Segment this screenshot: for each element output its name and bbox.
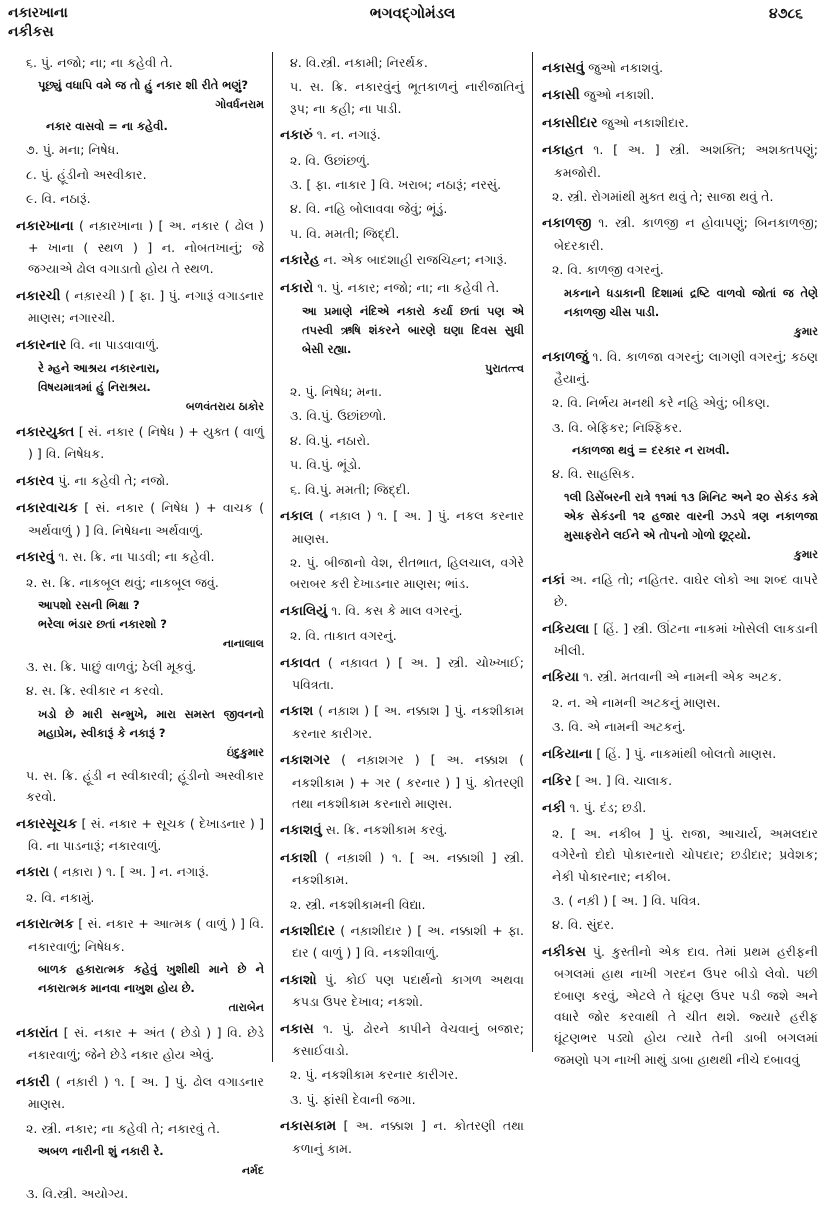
- dictionary-entry: [280, 847, 524, 891]
- headword: નકારાત્મક: [16, 916, 74, 933]
- entry-sense: [542, 890, 818, 911]
- entry-text: જુઓ નકાશવું.: [584, 60, 664, 75]
- entry-text: બાળક હકારાત્મક કહેવું ખુશીથી માને છે ને નકારાત્મક માનવા નાખુશ હોય છે.: [38, 961, 264, 995]
- dictionary-entry: [542, 941, 818, 1070]
- entry-text: ૮. પું. હૂંડીનો અસ્વીકાર.: [26, 166, 147, 182]
- entry-text: ( નક઼ાલ ) ૧. [ અ. ] પું. નકલ કરનાર માણસ.: [292, 508, 524, 546]
- entry-text: [ અ. ] વિ. ચાલાક.: [571, 772, 673, 788]
- entry-text: ૩. વિ. બેફિકર; નિશ્ફિકર.: [552, 419, 683, 435]
- dictionary-entry: [280, 700, 524, 744]
- entry-text: ૧. ન. નગારૂં.: [312, 127, 381, 143]
- entry-sense: [542, 823, 818, 887]
- entry-text: [ હિં. ] પું. નાકમાંથી બોલતો માણસ.: [592, 745, 777, 761]
- entry-sense: [542, 914, 818, 935]
- entry-text: ૧. વિ. કાળજા વગરનું; લાગણી વગરનું; કઠણ હૈયાનું.: [554, 348, 818, 387]
- dictionary-entry: [542, 797, 818, 819]
- entry-text: ૩. વિ. એ નામની અટકનું.: [552, 719, 686, 735]
- entry-text: અ. નહિ તો; નહિતર. વાઘેર લોકો આ શબ્દ વાપરે છે.: [554, 571, 818, 610]
- entry-text: ૧. સ્ત્રી. કાળજી ન હોવાપણું; બિનકાળજી; બેદરકારી.: [554, 215, 818, 253]
- headword: નકાસીદાર: [542, 114, 598, 131]
- entry-text: ૪. વિ.સ્ત્રી. નકામી; નિરર્થક.: [290, 55, 428, 70]
- dictionary-entry: [280, 505, 524, 549]
- headword: નકારસૂચક: [16, 815, 78, 832]
- entry-sense: [280, 1064, 524, 1085]
- headword: નકાલિયું: [280, 602, 328, 619]
- dictionary-entry: [16, 861, 264, 883]
- headword: નકી: [542, 800, 566, 817]
- entry-sense: [280, 552, 524, 595]
- entry-text: ૨. [ અ. નકીબ ] પું. રાજા, આચાર્ય, અમલદાર વગેરેનો દોદો પોકારનારો ચોપદાર; છડીદાર; પ્રવેશક; નેકી પોકારનાર; નકીબ.: [552, 825, 818, 884]
- guide-word-last: નકીકસ: [8, 24, 54, 40]
- page-title: ભગવદ્ગોમંડલ: [369, 4, 456, 22]
- entry-sense: [542, 392, 818, 413]
- entry-sense: [280, 894, 524, 915]
- entry-sense: [16, 656, 264, 677]
- entry-sense: [542, 417, 818, 438]
- entry-sense: [16, 1118, 264, 1139]
- entry-text: પૂછ્યું વધાપિ વમે જ તો હું નકાર શી રીતે ભણું?: [38, 78, 248, 93]
- entry-sense: [280, 76, 524, 119]
- quote-attribution: તારાબેન: [228, 1000, 264, 1014]
- headword: નકારવાચક: [16, 500, 78, 517]
- entry-text: ૪. વિ. નહિ બોલાવવા જેવું; ભૂંડું.: [290, 201, 448, 217]
- entry-text: [ અ. નક્કાશ ] ન. કોતરણી તથા કળાનું કામ.: [292, 1118, 524, 1156]
- headword: નકારવ: [16, 472, 55, 489]
- entry-text: ૩. પું. ફાંસી દેવાની જગા.: [290, 1091, 416, 1107]
- headword: નકાશવું: [280, 822, 322, 839]
- entry-text: ૩. વિ.સ્ત્રી. અયોગ્ય.: [26, 1186, 129, 1201]
- entry-text: ( નક઼ાશગર ) [ અ. નક્કાશ ( નકશીકામ ) + ગર ( કરનાર ) ] પું. કોતરણી તથા નકશીકામ કરનારો માણસ.: [292, 752, 524, 811]
- entry-sense: [542, 716, 818, 737]
- dictionary-entry: [542, 139, 818, 183]
- dictionary-entry: [16, 470, 264, 492]
- entry-sense: [16, 52, 264, 73]
- headword: નકારું: [280, 127, 313, 144]
- entry-text: ( નક઼ારી ) ૧. [ અ. ] પું. ઢોલ વગાડનાર માણસ.: [28, 1073, 264, 1112]
- headword: નકાસી: [542, 87, 580, 104]
- headword: નકાહત: [542, 142, 584, 159]
- dictionary-entry: [16, 913, 264, 957]
- headword: નકારો: [280, 279, 314, 296]
- entry-sense: [280, 1089, 524, 1110]
- quote-attribution: ગોવર્ધનરામ: [215, 98, 264, 112]
- dictionary-entry: [280, 124, 524, 146]
- entry-sense: [280, 430, 524, 451]
- entry-text: અબળ નારીની શું નકારી રે.: [38, 1144, 164, 1158]
- entry-text: ૧. સ્ત્રી. મતવાની એ નામની એક અટક.: [579, 669, 782, 685]
- entry-sense: [16, 887, 264, 908]
- entry-text: મકનાને ધડાકાની દિશામાં દ્રષ્ટિ વાળવો જોતાં જ તેણે નકાળજી ચીસ પાડી.: [564, 285, 818, 319]
- dictionary-entry: [16, 1071, 264, 1115]
- entry-text: ૨. સ્ત્રી. નકાર; ના કહેવી તે; નકારવું તે.: [26, 1120, 220, 1136]
- column-1: [16, 52, 264, 1207]
- entry-text: ૫. સ. ક્રિ. હૂંડી ન સ્વીકારવી; હૂંડીનો અસ્વીકાર કરવો.: [26, 767, 264, 805]
- entry-sense: [16, 572, 264, 593]
- entry-text: ૨. સ્ત્રી. નકશીકામની વિદ્યા.: [290, 896, 426, 912]
- headword: નકારચી: [16, 287, 61, 304]
- usage-quote: [16, 76, 264, 114]
- entry-text: ( નક઼ાશીદાર ) [ અ. નક્કાશી + ફા. દાર ( વાળું ) ] વિ. નકશીવાળું.: [292, 923, 524, 961]
- headword: નકાશગર: [280, 752, 331, 769]
- dictionary-entry: [542, 770, 818, 792]
- usage-quote: [16, 705, 264, 762]
- entry-text: આ પ્રમાણે નંદિએ નકારો કર્યા છતાં પણ એ તપસ્વી ઋષિ શંકરને બારણે ઘણા દિવસ સુધી બેસી રહ્યા.: [302, 304, 524, 357]
- dictionary-entry: [280, 277, 524, 299]
- entry-text: પું. કોઈ પણ પદાર્થનો કાગળ અથવા કપડા ઉપર દેખાવ; નકશો.: [292, 971, 524, 1010]
- entry-text: ૪. વિ.પું. નઠારો.: [290, 432, 371, 448]
- usage-quote: [542, 284, 818, 341]
- headword: નકાસવું: [542, 60, 585, 76]
- entry-text: ૨. વિ. કાળજી વગરનું.: [552, 262, 664, 278]
- entry-text: નકાળજા થવું = દરકાર ન રાખવી.: [572, 443, 730, 458]
- entry-text: ૧. [ અ. ] સ્ત્રી. અશક્તિ; અશક્તપણું; કમજોરી.: [554, 142, 818, 180]
- dictionary-entry: [542, 57, 818, 79]
- usage-quote: [542, 488, 818, 564]
- headword: નકાસકામ: [280, 1118, 337, 1135]
- entry-sense: [542, 259, 818, 280]
- entry-text: ૨. સ. ક્રિ. નાકબૂલ થવું; નાકબૂલ જવું.: [26, 574, 219, 590]
- entry-text: ૩. વિ.પું. ઉછાંછળો.: [290, 408, 387, 424]
- usage-quote: [16, 960, 264, 1017]
- entry-text: [ હિં. ] સ્ત્રી. ઊંટના નાકમાં ખોસેલી લાકડાની ખીલી.: [554, 620, 818, 658]
- entry-text: પું. ના કહેવી તે; નજો.: [54, 472, 170, 488]
- entry-text: ૧લી ડિસેંબરની રાત્રે ૧૧માં ૧૩ મિનિટ અને ૨૦ સેકંડ કમે એક સેકંડની ૧૨ હજાર વારની ઝડપે ત્રણ નકાળજા મુસાફરોને લઈને એ તોપનો ગોળો છૂટ્યો.: [564, 489, 818, 542]
- dictionary-entry: [16, 285, 264, 329]
- entry-text: [ સં. નકાર + આત્મક ( વાળું ) ] વિ. નકારવાળું; નિષેધક.: [28, 916, 264, 954]
- entry-text: ૨. વિ. ઉછાંછળું.: [290, 152, 370, 168]
- entry-text: જુઓ નકાશીદાર.: [597, 114, 689, 130]
- column-3: [542, 52, 818, 1073]
- entry-sense: [280, 223, 524, 244]
- entry-text: ૫. વિ.પું. ભૂંડો.: [290, 457, 362, 473]
- entry-sense: [542, 186, 818, 207]
- dictionary-entry: [16, 813, 264, 857]
- headword: નકાલ: [280, 508, 314, 525]
- entry-text: ૨. પું. નિષેધ; મના.: [290, 384, 383, 400]
- dictionary-entry: [280, 1018, 524, 1062]
- entry-sense: [16, 765, 264, 808]
- dictionary-entry: [16, 497, 264, 541]
- entry-text: ( નક઼ારચી ) [ ફા. ] પું. નગારૂં વગાડનાર માણસ; નગારચી.: [28, 287, 264, 326]
- headword: નકીકસ: [542, 943, 586, 960]
- entry-text: ( નક઼ાશ ) [ અ. નક્કાશ ] પું. નકશીકામ કરનાર કારીગર.: [292, 703, 524, 741]
- dictionary-entry: [542, 618, 818, 662]
- entry-sense: [280, 198, 524, 219]
- entry-text: ૨. પું. બીજાનો વેશ, રીતભાત, હિલચાલ, વગેરે બરાબર કરી દેખાડનાર માણસ; ભાંડ.: [290, 554, 524, 592]
- entry-text: ન. એક બાદશાહી રાજચિહ્ન; નગારૂં.: [319, 252, 508, 268]
- entry-sense: [280, 150, 524, 171]
- column-2: [280, 52, 524, 1162]
- entry-text: ૧. સ. ક્રિ. ના પાડવી; ના કહેવી.: [54, 549, 215, 565]
- headword: નકિયલા: [542, 620, 590, 637]
- dictionary-entry: [16, 215, 264, 280]
- usage-quote: [16, 359, 264, 416]
- entry-text: [ સં. નકાર + અંત ( છેડો ) ] વિ. છેડે નકારવાળું; જેને છેડે નકાર હોય એવું.: [28, 1024, 264, 1063]
- entry-sense: [542, 463, 818, 484]
- entry-sense: [280, 625, 524, 646]
- entry-text: ૨. વિ. નિર્ભય મનથી કરે નહિ એવું; બીકણ.: [552, 395, 770, 411]
- entry-text: ૬. પું. નજો; ના; ના કહેવી તે.: [26, 55, 173, 70]
- headword: નકારા: [16, 864, 50, 881]
- entry-text: ૧. પું. નકાર; નજો; ના; ના કહેવી તે.: [313, 279, 500, 295]
- entry-text: ( નક઼ારા ) ૧. [ અ. ] ન. નગારૂં.: [49, 864, 210, 880]
- headword: નકાશી: [280, 849, 318, 866]
- column-divider: [532, 52, 533, 1052]
- dictionary-entry: [542, 743, 818, 765]
- entry-sense: [280, 52, 524, 73]
- usage-quote: [280, 302, 524, 378]
- entry-text: ૭. પું. મના; નિષેધ.: [26, 142, 120, 158]
- entry-text: ૪. સ. ક્રિ. સ્વીકાર ન કરવો.: [26, 683, 164, 699]
- quote-attribution: નાનાલાલ: [222, 636, 264, 650]
- headword: નકાશો: [280, 971, 317, 988]
- dictionary-entry: [16, 546, 264, 568]
- entry-text: ૪. વિ. સુંદર.: [552, 917, 615, 933]
- entry-sense: [16, 139, 264, 160]
- entry-text: નકાર વાસવો = ના કહેવી.: [46, 119, 168, 134]
- dictionary-entry: [542, 666, 818, 688]
- entry-sense: [280, 174, 524, 195]
- quote-attribution: કુમાર: [794, 547, 818, 561]
- entry-text: ૩. [ ફા. નાકાર ] વિ. ખરાબ; નઠારૂં; નરસું.: [290, 177, 502, 193]
- quote-attribution: નર્મદ: [241, 1164, 264, 1177]
- entry-text: ૨. ન. એ નામની અટકનું માણસ.: [552, 694, 721, 710]
- headword: નકિયાના: [542, 745, 593, 762]
- headword: નકાશીદાર: [280, 923, 335, 939]
- entry-text: ૬. વિ.પું. મમતી; જિદ્દી.: [290, 481, 411, 497]
- entry-sense: [16, 1183, 264, 1204]
- quote-attribution: બળવંતરાય ઠાકોર: [185, 400, 264, 414]
- entry-text: ૩. સ. ક્રિ. પાછું વાળવું; ઠેલી મૂકવું.: [26, 658, 197, 674]
- headword: નકારનાર: [16, 336, 67, 353]
- entry-text: સ. ક્રિ. નકશીકામ કરવું.: [321, 822, 448, 838]
- entry-text: ૨. પું. નકશીકામ કરનાર કારીગર.: [290, 1067, 459, 1083]
- dictionary-entry: [280, 652, 524, 696]
- dictionary-entry: [280, 920, 524, 964]
- headword: નકાં: [542, 571, 565, 588]
- entry-text: [ સં. નકાર ( નિષેધ ) + વાચક ( અર્થવાળું ) ] વિ. નિષેધના અર્થવાળું.: [28, 500, 264, 538]
- entry-text: પું. કુસ્તીનો એક દાવ. તેમાં પ્રથમ હરીફની બગલમાં હાથ નાખી ગરદન ઉપર બીડો લેવો. પછી દબાણ કરવું, એટલે તે ઘૂંટણ ઉપર પડી જશે અને વધારે જોર કરવાથી તે ચીત થશે. જ્યારે હરીફ ઘૂંટણભર પડ્યો હોય ત્યારે તેની ડાબી બગલમાં જમણો પગ નાખી માથું ડાબા હાથથી નીચે દબાવવું: [554, 943, 818, 1067]
- headword: નકાળજી: [542, 215, 592, 232]
- guide-word-first: નકારખાના: [8, 5, 68, 21]
- usage-quote: [16, 117, 264, 136]
- entry-text: જુઓ નકાશી.: [579, 87, 655, 103]
- headword: નકારવું: [16, 549, 55, 566]
- usage-quote: [16, 596, 264, 653]
- dictionary-entry: [280, 1115, 524, 1159]
- entry-text: [ સં. નકાર + સૂચક ( દેખાડનાર ) ] વિ. ના પાડનારૂં; નકારવાળું.: [28, 815, 264, 853]
- headword: નકાળજું: [542, 348, 589, 365]
- dictionary-entry: [280, 749, 524, 814]
- entry-text: ૫. વિ. મમતી; જિદ્દી.: [290, 225, 400, 241]
- dictionary-entry: [542, 84, 818, 106]
- dictionary-entry: [542, 569, 818, 613]
- entry-text: ખડો છે મારી સન્મુખે, મારા સમસ્ત જીવનનો મહાપ્રેમ, સ્વીકારૂં કે નકારૂં ?: [38, 706, 264, 740]
- dictionary-entry: [280, 600, 524, 622]
- headword: નકિયા: [542, 669, 580, 686]
- entry-text: ૧. પું. ઢોરને કાપીને વેચવાનું બજાર; કસાઈવાડો.: [292, 1020, 524, 1059]
- dictionary-entry: [542, 346, 818, 390]
- headword: નકારખાના: [16, 217, 74, 234]
- entry-sense: [16, 188, 264, 209]
- headword: નકાવત: [280, 654, 321, 671]
- headword: નકારી: [16, 1073, 50, 1090]
- entry-text: ( નક઼ાશી ) ૧. [ અ. નક્કાશી ] સ્ત્રી. નકશીકામ.: [292, 849, 524, 888]
- headword: નકિર: [542, 772, 572, 789]
- entry-text: ૯. વિ. નઠારૂં.: [26, 191, 91, 207]
- entry-text: [ સં. નકાર ( નિષેધ ) + યુક્ત ( વાળું ) ] વિ. નિષેધક.: [28, 424, 264, 462]
- dictionary-entry: [16, 421, 264, 465]
- headword: નકારયુક્ત: [16, 424, 75, 441]
- column-divider: [272, 52, 273, 1062]
- entry-text: ૪. વિ. સાહસિક.: [552, 466, 635, 482]
- entry-text: ૧. વિ. કસ કે માલ વગરનું.: [327, 602, 463, 618]
- entry-sense: [280, 454, 524, 475]
- entry-text: ૨. વિ. નકામું.: [26, 889, 95, 905]
- usage-quote: [542, 441, 818, 460]
- page-number: ૪૭૮૬: [769, 6, 803, 22]
- entry-text: ૨. સ્ત્રી. રોગમાંથી મુક્ત થવું તે; સાજા થવું તે.: [552, 189, 774, 205]
- quote-attribution: ઇંદુકુમાર: [226, 745, 264, 759]
- entry-sense: [280, 405, 524, 426]
- entry-text: ( નક઼ારખાના ) [ અ. નકાર ( ઢોલ ) + ખાના ( સ્થળ ) ] ન. નોબતખાનું; જે જગ્યાએ ઢોલ વગાડાતો હોય તે સ્થળ.: [28, 217, 264, 277]
- quote-attribution: કુમાર: [794, 324, 818, 338]
- dictionary-entry: [280, 249, 524, 271]
- dictionary-entry: [280, 819, 524, 841]
- entry-text: ૧. પું. દંડ; છડી.: [565, 800, 647, 816]
- headword: નકાશ: [280, 703, 314, 720]
- entry-text: વિ. ના પાડવાવાળું.: [66, 336, 160, 352]
- entry-text: ( નક઼ાવત ) [ અ. ] સ્ત્રી. ચોખ્ખાઈ; પવિત્રતા.: [292, 654, 524, 692]
- dictionary-entry: [280, 969, 524, 1013]
- dictionary-entry: [16, 334, 264, 356]
- dictionary-entry: [542, 112, 818, 134]
- usage-quote: [16, 1142, 264, 1180]
- quote-attribution: પુરાતત્ત્વ: [485, 362, 524, 376]
- headword: નકારાંત: [16, 1024, 59, 1041]
- entry-sense: [280, 381, 524, 402]
- entry-sense: [16, 680, 264, 701]
- entry-text: ૫. સ. ક્રિ. નકારવુંનું ભૂતકાળનું નારીજાતિનું રૂપ; ના કહી; ના પાડી.: [290, 79, 524, 116]
- entry-sense: [280, 479, 524, 500]
- entry-text: રે મ્હને આશ્રય નકારનારા, વિષયમાત્રમાં હું નિરાશ્રય.: [38, 361, 160, 395]
- headword: નકાસ: [280, 1020, 314, 1037]
- entry-text: ૩. ( નક઼ી ) [ અ. ] વિ. પવિત્ર.: [552, 892, 701, 908]
- entry-sense: [16, 164, 264, 185]
- entry-text: ૨. વિ. તાકાત વગરનું.: [290, 628, 397, 644]
- headword: નકારેહ: [280, 252, 320, 269]
- entry-text: આપશો રસની ભિક્ષા ? ભરેલા ભંડાર છતાં નકારશો ?: [38, 597, 167, 631]
- dictionary-entry: [16, 1022, 264, 1066]
- dictionary-entry: [542, 212, 818, 256]
- entry-sense: [542, 692, 818, 713]
